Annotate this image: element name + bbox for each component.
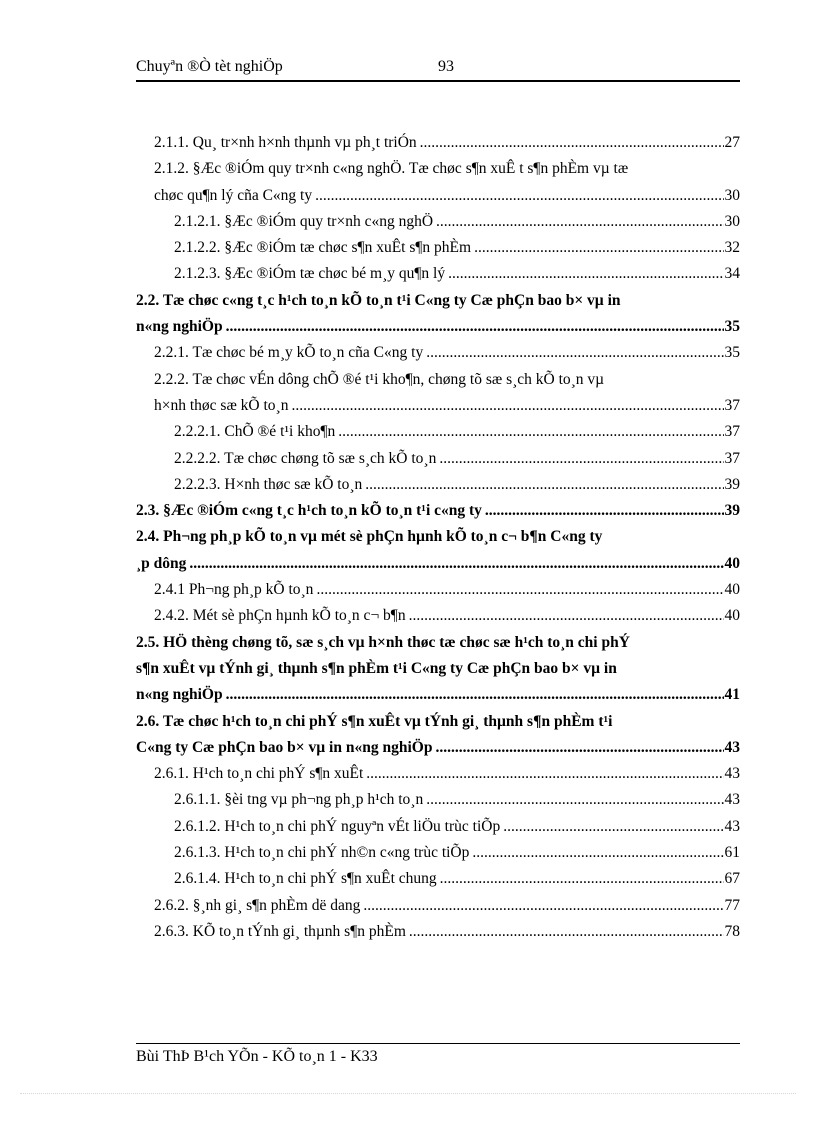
- toc-entry-row: [174, 866, 740, 892]
- toc-entry: [136, 235, 740, 261]
- toc-page-number: 35: [724, 344, 740, 362]
- toc-entry: [136, 866, 740, 892]
- toc-page-number: 67: [724, 870, 740, 888]
- toc-entry-text: 2.6.3. KÕ to¸n tÝnh gi¸ thµnh s¶n phÈm: [154, 922, 406, 940]
- toc-entry-text: h×nh thøc sæ kÕ to¸n: [154, 396, 289, 414]
- toc-entry-row: [136, 682, 740, 708]
- footer-author: Bùi ThÞ B¹ch YÕn - KÕ to¸n 1 - K33: [136, 1048, 378, 1065]
- toc-page-number: 39: [724, 502, 740, 520]
- toc-entry-text: chøc qu¶n lý cña C«ng ty: [154, 186, 313, 204]
- dot-leader: [315, 183, 723, 209]
- toc-entry-row: [154, 603, 740, 629]
- toc-page-number: 39: [724, 475, 740, 493]
- toc-entry-text: 2.4.2. Mét sè phÇn hµnh kÕ to¸n c¬ b¶n: [154, 607, 406, 625]
- toc-entry-row: [154, 919, 740, 945]
- dot-leader: [420, 130, 724, 156]
- toc-entry-row: [136, 735, 740, 761]
- toc-entry: [136, 919, 740, 945]
- dot-leader: [409, 919, 724, 945]
- toc-entry: [136, 603, 740, 629]
- toc-entry-text: n«ng nghiÖp: [136, 686, 223, 704]
- toc-entry-row: [154, 761, 740, 787]
- toc-entry-text: 2.4. Ph¬ng ph¸p kÕ to¸n vµ mét sè phÇn hµnh kÕ to¸n c¬ b¶n C«ng ty: [136, 528, 603, 546]
- page-header: [136, 58, 740, 82]
- toc-entry: [136, 709, 740, 762]
- header-title: Chuyªn ®Ò tèt nghiÖp: [136, 58, 283, 75]
- toc-page-number: 40: [724, 607, 740, 625]
- toc-page-number: 30: [724, 186, 740, 204]
- dot-leader: [409, 603, 724, 629]
- toc-entry-text: 2.1.2.3. §Æc ®iÓm tæ chøc bé m¸y qu¶n lý: [174, 265, 446, 283]
- dot-leader: [226, 314, 724, 340]
- toc-page-number: 43: [724, 738, 740, 756]
- toc-entry-text: 2.6.1.1. §èi tng vµ ph¬ng ph¸p h¹ch to¸n: [174, 791, 424, 809]
- toc-entry-row: [136, 498, 740, 524]
- toc-entry-row: [136, 551, 740, 577]
- dot-leader: [439, 446, 723, 472]
- toc-page-number: 37: [724, 396, 740, 414]
- toc-entry: [136, 840, 740, 866]
- dot-leader: [503, 814, 723, 840]
- toc-page-number: 37: [724, 423, 740, 441]
- toc-page-number: 40: [724, 581, 740, 599]
- bottom-divider: [20, 1093, 796, 1094]
- dot-leader: [448, 261, 723, 287]
- toc-entry-row: [154, 130, 740, 156]
- toc-entry-text: 2.6.2. §¸nh gi¸ s¶n phÈm dë dang: [154, 896, 361, 914]
- dot-leader: [316, 577, 723, 603]
- toc-entry: [136, 209, 740, 235]
- toc-entry-text: 2.2.2.2. Tæ chøc chøng tõ sæ s¸ch kÕ to¸n: [174, 449, 437, 467]
- toc-entry: [136, 446, 740, 472]
- toc-entry-text: 2.3. §Æc ®iÓm c«ng t¸c h¹ch to¸n kÕ to¸n t¹i c«ng ty: [136, 502, 482, 520]
- toc-entry-text: n«ng nghiÖp: [136, 318, 223, 336]
- toc-entry: [136, 761, 740, 787]
- toc-entry: [136, 261, 740, 287]
- toc-entry: [136, 288, 740, 341]
- dot-leader: [436, 209, 723, 235]
- toc-page-number: 40: [724, 554, 740, 572]
- toc-entry-text: 2.4.1 Ph¬ng ph¸p kÕ to¸n: [154, 581, 314, 599]
- toc-entry-text: 2.2.1. Tæ chøc bé m¸y kÕ to¸n cña C«ng ty: [154, 344, 424, 362]
- toc-entry-row: [154, 577, 740, 603]
- toc-entry-text: 2.5. HÖ thèng chøng tõ, sæ s¸ch vµ h×nh thøc tæ chøc sæ h¹ch to¸n chi phÝ: [136, 633, 630, 651]
- toc-entry: [136, 340, 740, 366]
- toc-entry-text: 2.6.1.4. H¹ch to¸n chi phÝ s¶n xuÊt chung: [174, 870, 437, 888]
- toc-entry-row: [154, 183, 740, 209]
- toc-entry-row: [154, 393, 740, 419]
- toc-page-number: 41: [724, 686, 740, 704]
- toc-entry: [136, 524, 740, 577]
- header-page-number: 93: [438, 58, 454, 75]
- dot-leader: [426, 340, 723, 366]
- toc-entry-text: 2.6.1.2. H¹ch to¸n chi phÝ nguyªn vÉt liÖu trùc tiÕp: [174, 817, 501, 835]
- toc-entry-row: [154, 340, 740, 366]
- toc-page-number: 35: [724, 318, 740, 336]
- dot-leader: [474, 235, 723, 261]
- toc-entry-text: C«ng ty Cæ phÇn bao b× vµ in n«ng nghiÖp: [136, 738, 433, 756]
- toc-entry-row: [174, 787, 740, 813]
- toc-entry-row: [174, 209, 740, 235]
- toc-page-number: 43: [724, 765, 740, 783]
- toc-entry-text: 2.1.2. §Æc ®iÓm quy tr×nh c«ng nghÖ. Tæ chøc s¶n xuÊ t s¶n phÈm vµ tæ: [154, 160, 629, 178]
- toc-entry: [136, 814, 740, 840]
- toc-page-number: 37: [724, 449, 740, 467]
- toc-entry-row: [174, 446, 740, 472]
- toc-entry-text: 2.2. Tæ chøc c«ng t¸c h¹ch to¸n kÕ to¸n t¹i C«ng ty Cæ phÇn bao b× vµ in: [136, 291, 621, 309]
- toc-entry: [136, 630, 740, 709]
- toc-entry-text: 2.1.1. Qu¸ tr×nh h×nh thµnh vµ ph¸t triÓn: [154, 134, 417, 151]
- dot-leader: [426, 787, 723, 813]
- dot-leader: [472, 840, 723, 866]
- dot-leader: [366, 761, 723, 787]
- dot-leader: [189, 551, 723, 577]
- dot-leader: [485, 498, 724, 524]
- toc-entry-row: [174, 840, 740, 866]
- toc-page-number: 43: [724, 817, 740, 835]
- toc-entry-row: [174, 419, 740, 445]
- toc-entry: [136, 498, 740, 524]
- toc-entry-text: 2.6. Tæ chøc h¹ch to¸n chi phÝ s¶n xuÊt vµ tÝnh gi¸ thµnh s¶n phÈm t¹i: [136, 712, 613, 730]
- toc-entry: [136, 130, 740, 156]
- toc-entry: [136, 367, 740, 420]
- toc-entry: [136, 577, 740, 603]
- toc-page-number: 34: [724, 265, 740, 283]
- toc-entry-text: 2.6.1. H¹ch to¸n chi phÝ s¶n xuÊt: [154, 765, 364, 783]
- toc-entry: [136, 787, 740, 813]
- dot-leader: [291, 393, 723, 419]
- toc-entry: [136, 893, 740, 919]
- toc-page-number: 30: [724, 212, 740, 230]
- toc-entry: [136, 419, 740, 445]
- dot-leader: [226, 682, 724, 708]
- dot-leader: [435, 735, 723, 761]
- toc-entry: [136, 156, 740, 209]
- toc-entry-text: 2.1.2.1. §Æc ®iÓm quy tr×nh c«ng nghÖ: [174, 212, 434, 230]
- toc-entry-row: [174, 235, 740, 261]
- toc-page-number: 78: [724, 922, 740, 940]
- toc-entry-row: [154, 893, 740, 919]
- toc-entry: [136, 472, 740, 498]
- toc-entry-row: [136, 314, 740, 340]
- toc-entry-row: [174, 472, 740, 498]
- toc-entry-text: 2.6.1.3. H¹ch to¸n chi phÝ nh©n c«ng trùc tiÕp: [174, 844, 470, 862]
- toc-page-number: 43: [724, 791, 740, 809]
- dot-leader: [440, 866, 724, 892]
- toc-entry-text: 2.1.2.2. §Æc ®iÓm tæ chøc s¶n xuÊt s¶n phÈm: [174, 239, 472, 257]
- dot-leader: [338, 419, 723, 445]
- page-footer: [136, 1043, 740, 1066]
- dot-leader: [365, 472, 723, 498]
- toc-entry-row: [174, 261, 740, 287]
- dot-leader: [363, 893, 723, 919]
- table-of-contents: [136, 130, 740, 945]
- toc-entry-text: 2.2.2.1. ChÕ ®é t¹i kho¶n: [174, 423, 336, 441]
- toc-page-number: 77: [724, 896, 740, 914]
- toc-entry-text: s¶n xuÊt vµ tÝnh gi¸ thµnh s¶n phÈm t¹i C«ng ty Cæ phÇn bao b× vµ in: [136, 659, 617, 677]
- toc-entry-text: ¸p dông: [136, 554, 187, 572]
- toc-page-number: 32: [724, 239, 740, 257]
- toc-entry-row: [174, 814, 740, 840]
- toc-entry-text: 2.2.2. Tæ chøc vÉn dông chÕ ®é t¹i kho¶n, chøng tõ sæ s¸ch kÕ to¸n vµ: [154, 370, 605, 388]
- toc-page-number: 27: [724, 134, 740, 151]
- toc-page-number: 61: [724, 844, 740, 862]
- toc-entry-text: 2.2.2.3. H×nh thøc sæ kÕ to¸n: [174, 475, 363, 493]
